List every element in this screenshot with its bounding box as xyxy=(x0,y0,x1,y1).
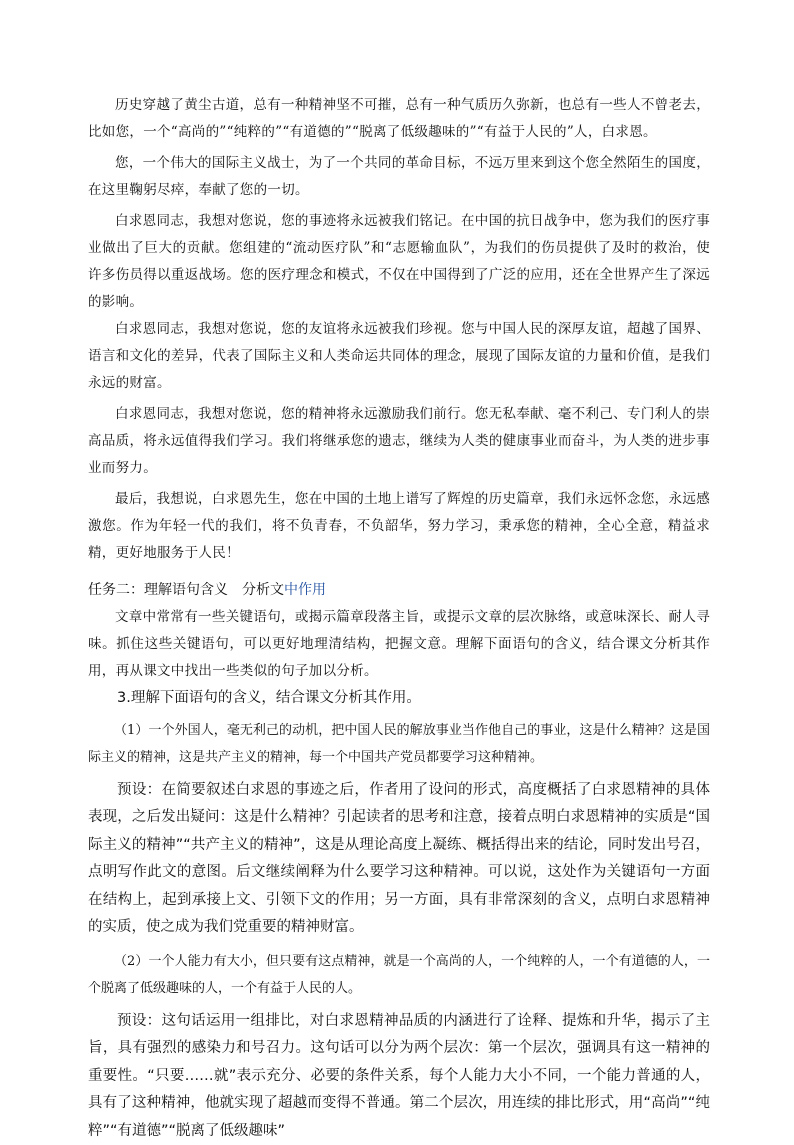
answer-2: 预设：这句话运用一组排比，对白求恩精神品质的内涵进行了诠释、提炼和升华，揭示了主旨，具有强烈的感染力和号召力。这句话可以分为两个层次：第一个层次，强调具有这一精神的重要性。“只要……就”表示充分、必要的条件关系，每个人能力大小不同，一个能力普通的人，具有了这种精神，他就实现了超越而变得不普通。第二个层次，用连续的排比形式，用“高尚”“纯粹”“有道德”“脱离了低级趣味” xyxy=(88,1008,710,1145)
letter-paragraph-6: 最后，我想说，白求恩先生，您在中国的土地上谱写了辉煌的历史篇章，我们永远怀念您，永远感激您。作为年轻一代的我们，将不负青春，不负韶华，努力学习，秉承您的精神，全心全意，精益求精，更好地服务于人民！ xyxy=(88,486,710,567)
letter-paragraph-4: 白求恩同志，我想对您说，您的友谊将永远被我们珍视。您与中国人民的深厚友谊，超越了国界、语言和文化的差异，代表了国际主义和人类命运共同体的理念，展现了国际友谊的力量和价值，是我们永远的财富。 xyxy=(88,316,710,397)
document-page xyxy=(88,92,710,1145)
task-heading xyxy=(88,577,710,604)
question-3: 3.理解下面语句的含义，结合课文分析其作用。 xyxy=(88,685,710,713)
letter-paragraph-2: 您，一个伟大的国际主义战士，为了一个共同的革命目标，不远万里来到这个您全然陌生的国度，在这里鞠躬尽瘁，奉献了您的一切。 xyxy=(88,150,710,204)
letter-paragraph-5: 白求恩同志，我想对您说，您的精神将永远激励我们前行。您无私奉献、毫不利己、专门利人的崇高品质，将永远值得我们学习。我们将继承您的遗志，继续为人类的健康事业而奋斗，为人类的进步事业而努力。 xyxy=(88,401,710,482)
task-intro: 文章中常常有一些关键语句，或揭示篇章段落主旨，或提示文章的层次脉络，或意味深长、耐人寻味。抓住这些关键语句，可以更好地理清结构，把握文意。理解下面语句的含义，结合课文分析其作用，再从课文中找出一些类似的句子加以分析。 xyxy=(88,604,710,685)
task-title: 任务二：理解语句含义 xyxy=(88,582,228,598)
letter-paragraph-3: 白求恩同志，我想对您说，您的事迹将永远被我们铭记。在中国的抗日战争中，您为我们的医疗事业做出了巨大的贡献。您组建的“流动医疗队”和“志愿输血队”，为我们的伤员提供了及时的救治，使许多伤员得以重返战场。您的医疗理念和模式，不仅在中国得到了广泛的应用，还在全世界产生了深远的影响。 xyxy=(88,208,710,316)
answer-1: 预设：在简要叙述白求恩的事迹之后，作者用了设问的形式，高度概括了白求恩精神的具体表现，之后发出疑问：这是什么精神？引起读者的思考和注意，接着点明白求恩精神的实质是“国际主义的精神”“共产主义的精神”，这是从理论高度上凝练、概括得出来的结论，同时发出号召，点明写作此文的意图。后文继续阐释为什么要学习这种精神。可以说，这处作为关键语句一方面在结构上，起到承接上文、引领下文的作用；另一方面，具有非常深刻的含义，点明白求恩精神的实质，使之成为我们党重要的精神财富。 xyxy=(88,777,710,942)
letter-paragraph-1: 历史穿越了黄尘古道，总有一种精神坚不可摧，总有一种气质历久弥新，也总有一些人不曾老去，比如您，一个“高尚的”“纯粹的”“有道德的”“脱离了低级趣味的”“有益于人民的”人，白求恩。 xyxy=(88,92,710,146)
task-subtitle-black: 分析文 xyxy=(242,582,284,598)
sentence-1: （1）一个外国人，毫无利己的动机，把中国人民的解放事业当作他自己的事业，这是什么精神？这是国际主义的精神，这是共产主义的精神，每一个中国共产党员都要学习这种精神。 xyxy=(88,717,710,771)
task-subtitle-blue: 中作用 xyxy=(284,582,326,598)
sentence-2: （2）一个人能力有大小，但只要有这点精神，就是一个高尚的人，一个纯粹的人，一个有道德的人，一个脱离了低级趣味的人，一个有益于人民的人。 xyxy=(88,948,710,1002)
